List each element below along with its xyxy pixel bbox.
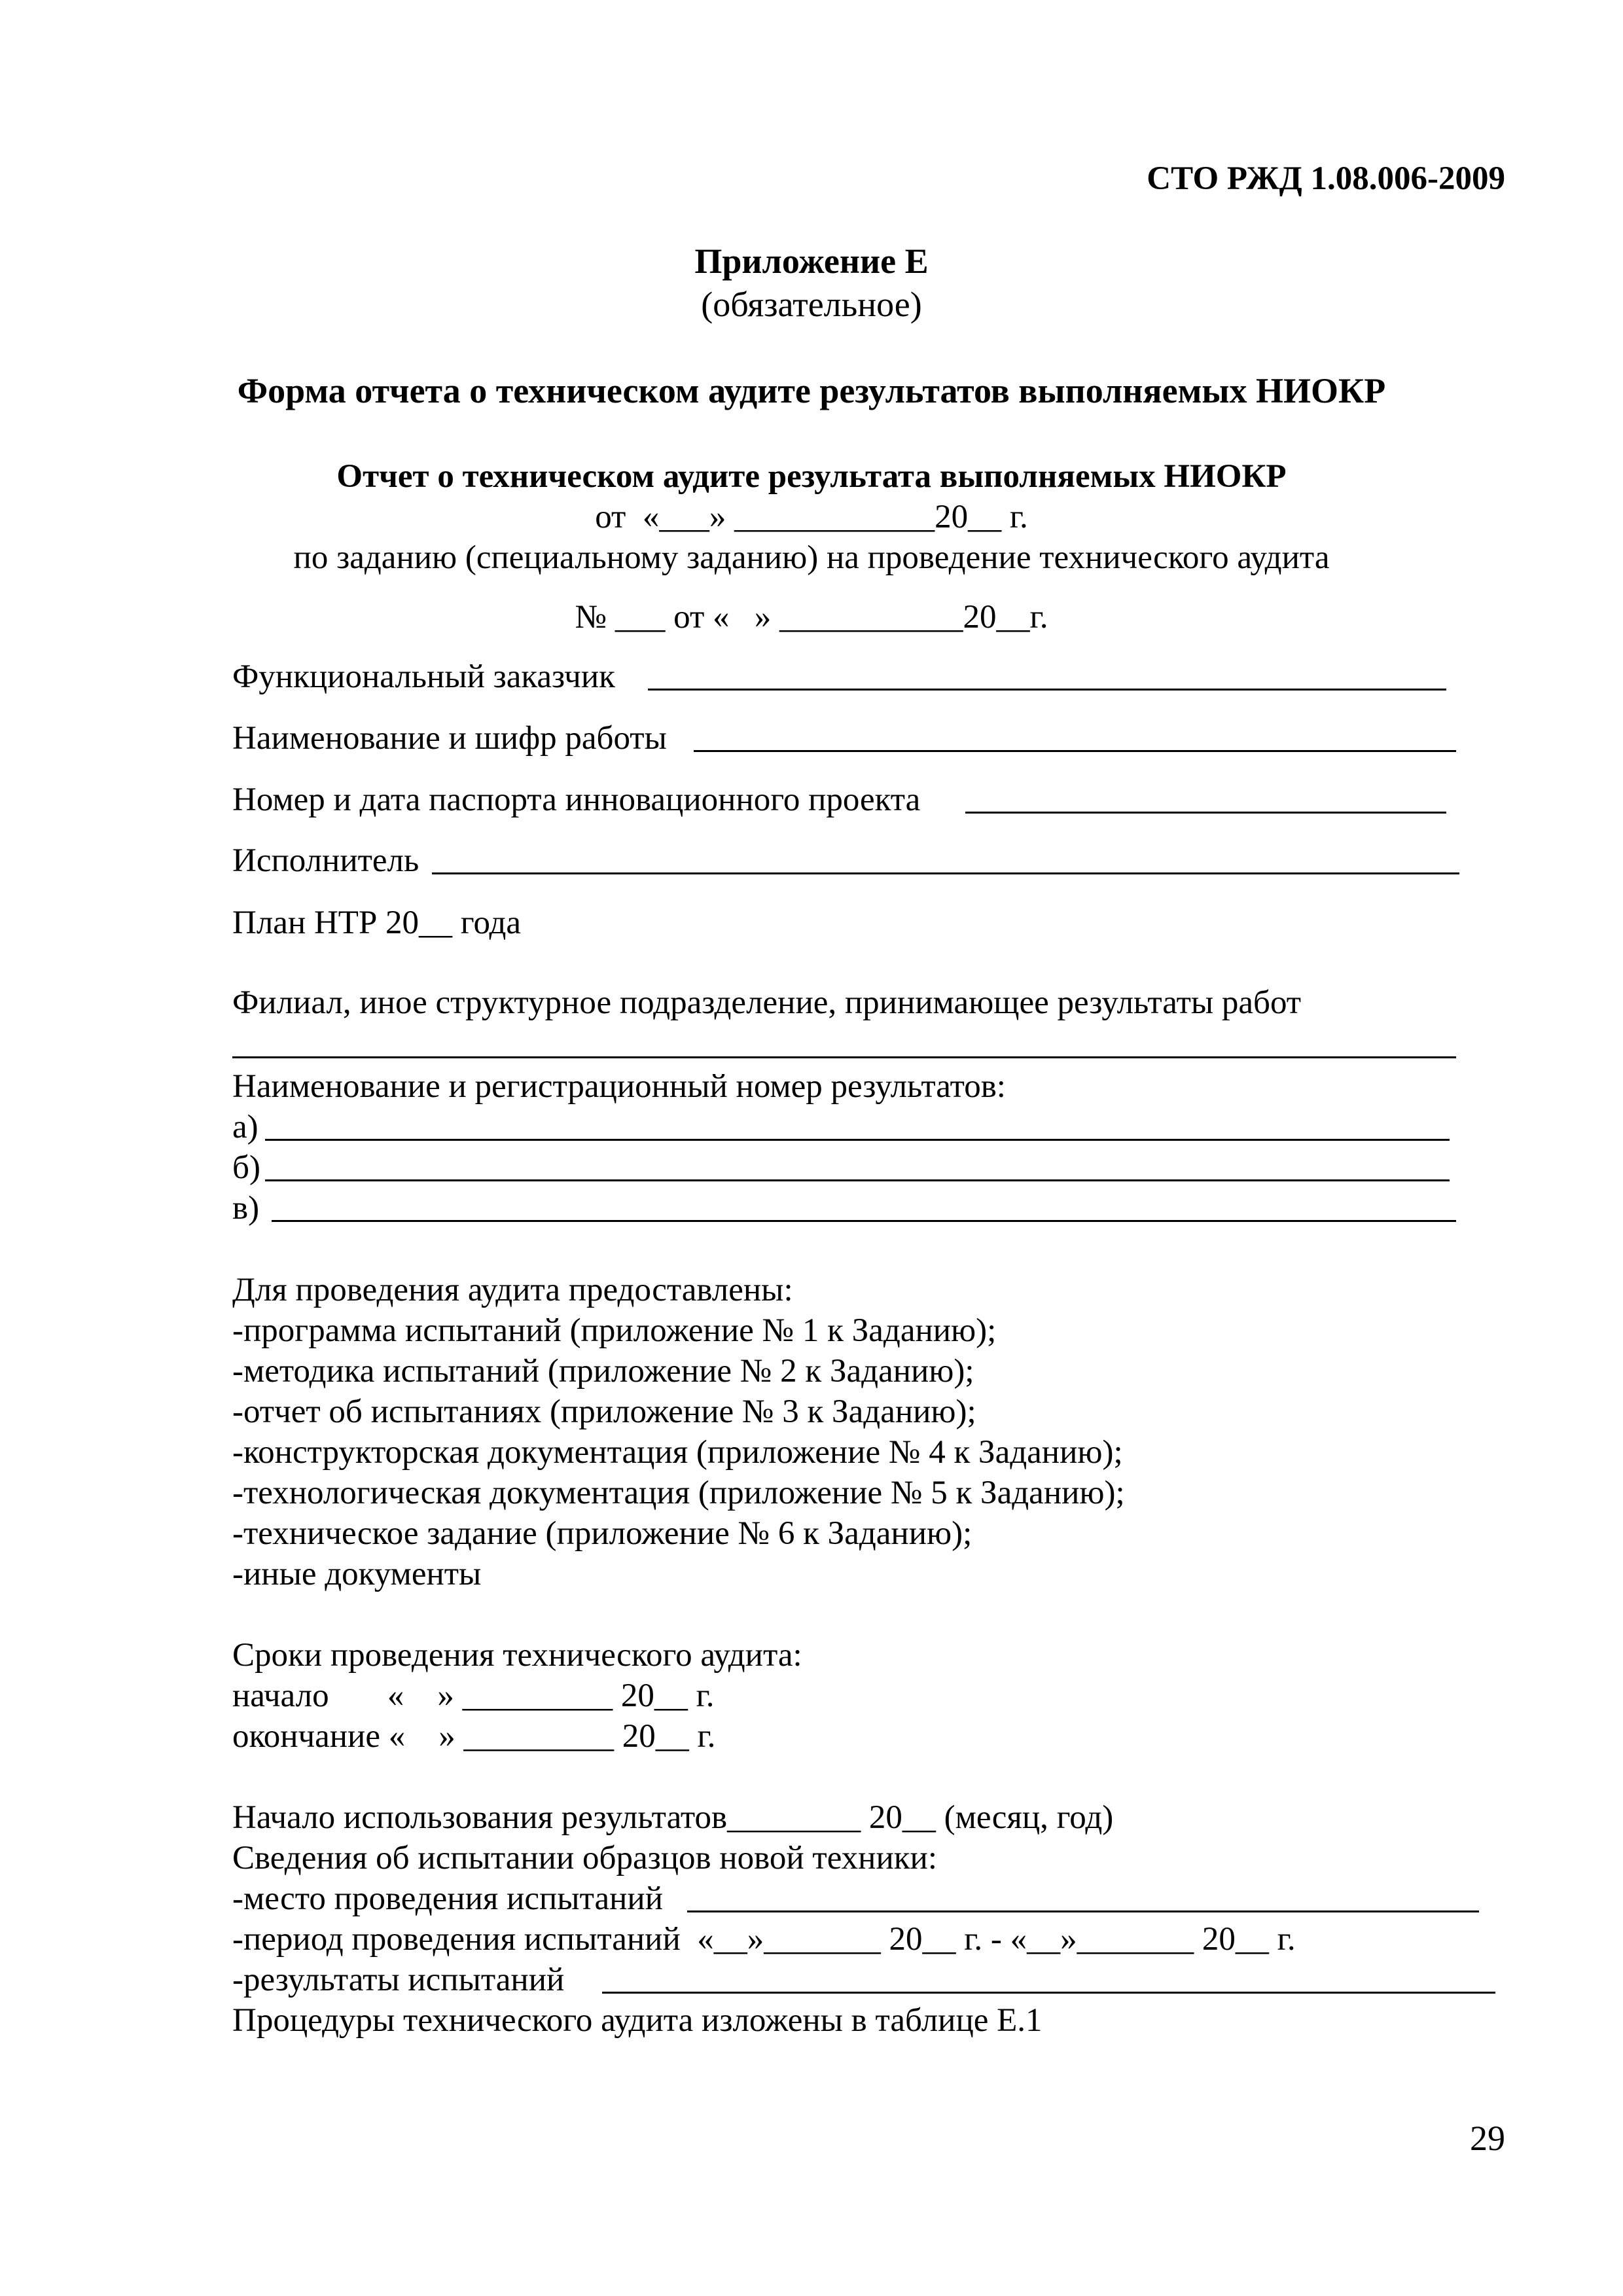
test-place-label: -место проведения испытаний <box>232 1880 663 1917</box>
document-code: СТО РЖД 1.08.006-2009 <box>1147 160 1505 197</box>
docs-heading: Для проведения аудита предоставлены: <box>232 1272 793 1308</box>
report-basis-line: по заданию (специальному заданию) на проведение технического аудита <box>293 539 1330 576</box>
field-branch-line[interactable] <box>232 1056 1456 1058</box>
field-customer-line[interactable] <box>648 689 1446 691</box>
form-title: Форма отчета о техническом аудите результатов выполняемых НИОКР <box>237 371 1386 410</box>
doc-item: -иные документы <box>232 1556 482 1592</box>
field-work-name-label: Наименование и шифр работы <box>232 720 667 757</box>
tests-heading: Сведения об испытании образцов новой техники: <box>232 1840 938 1876</box>
doc-item: -методика испытаний (приложение № 2 к Заданию); <box>232 1353 974 1390</box>
usage-start-line: Начало использования результатов________ 20__ (месяц, год) <box>232 1799 1114 1836</box>
procedures-line: Процедуры технического аудита изложены в таблице Е.1 <box>232 2002 1043 2039</box>
page-number: 29 <box>1470 2119 1505 2158</box>
field-passport-label: Номер и дата паспорта инновационного проекта <box>232 781 921 818</box>
doc-item: -технологическая документация (приложение № 5 к Заданию); <box>232 1475 1125 1511</box>
field-customer-label: Функциональный заказчик <box>232 658 615 695</box>
result-item-a-label: а) <box>232 1109 259 1145</box>
doc-item: -техническое задание (приложение № 6 к Заданию); <box>232 1515 972 1552</box>
field-passport-line[interactable] <box>965 812 1446 814</box>
results-heading: Наименование и регистрационный номер результатов: <box>232 1068 1006 1105</box>
terms-end: окончание « » _________ 20__ г. <box>232 1718 716 1755</box>
result-item-b-line[interactable] <box>265 1179 1450 1181</box>
doc-item: -конструкторская документация (приложение № 4 к Заданию); <box>232 1434 1123 1471</box>
test-place-line[interactable] <box>687 1910 1479 1912</box>
terms-heading: Сроки проведения технического аудита: <box>232 1637 802 1674</box>
doc-item: -программа испытаний (приложение № 1 к Заданию); <box>232 1312 997 1349</box>
field-executor-line[interactable] <box>432 872 1459 874</box>
result-item-b-label: б) <box>232 1149 260 1186</box>
appendix-status: (обязательное) <box>701 285 922 324</box>
test-results-line[interactable] <box>602 1992 1495 1994</box>
result-item-c-line[interactable] <box>272 1220 1456 1222</box>
report-number-line: № ___ от « » ___________20__г. <box>575 599 1048 636</box>
field-ntr-plan: План НТР 20__ года <box>232 905 522 941</box>
result-item-c-label: в) <box>232 1190 260 1227</box>
report-date-line: от «___» ____________20__ г. <box>595 499 1028 535</box>
appendix-title: Приложение Е <box>694 242 929 281</box>
report-title: Отчет о техническом аудите результата выполняемых НИОКР <box>336 458 1287 495</box>
field-work-name-line[interactable] <box>694 750 1456 752</box>
test-period-line: -период проведения испытаний «__»_______ 20__ г. - «__»_______ 20__ г. <box>232 1921 1296 1958</box>
doc-item: -отчет об испытаниях (приложение № 3 к Заданию); <box>232 1393 976 1430</box>
field-branch-label: Филиал, иное структурное подразделение, принимающее результаты работ <box>232 984 1302 1021</box>
result-item-a-line[interactable] <box>265 1139 1450 1141</box>
field-executor-label: Исполнитель <box>232 842 419 879</box>
test-results-label: -результаты испытаний <box>232 1962 565 1998</box>
terms-start: начало « » _________ 20__ г. <box>232 1677 715 1714</box>
